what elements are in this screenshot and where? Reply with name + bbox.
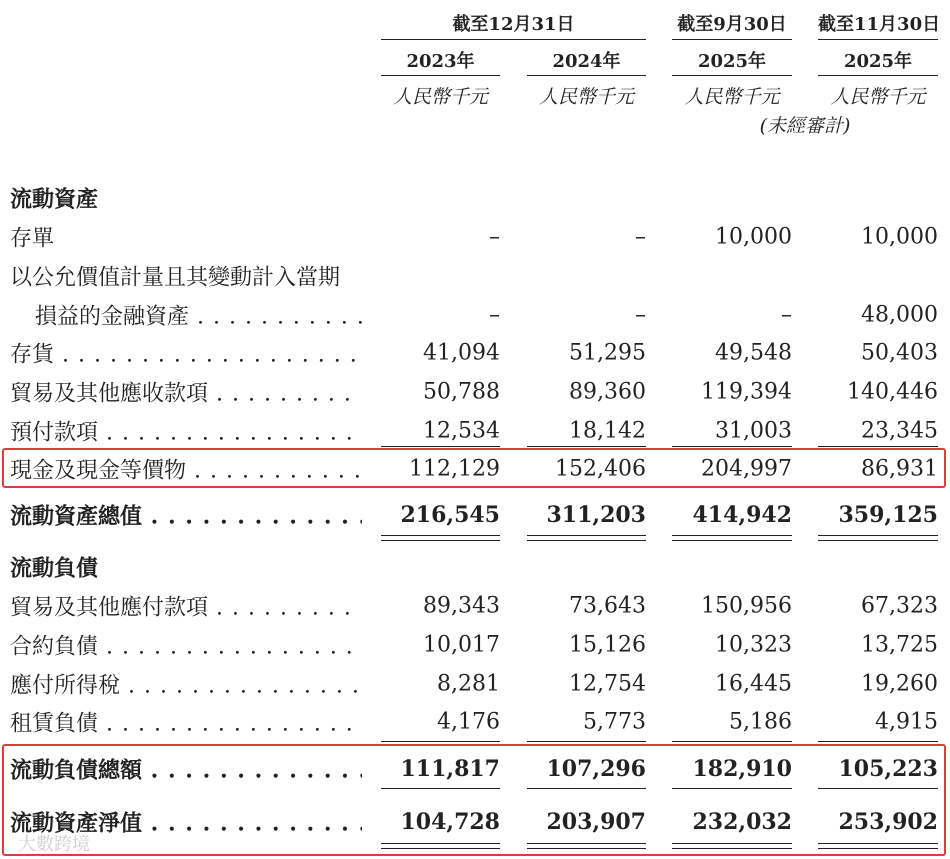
row-fvtpl (0, 296, 950, 334)
watermark: 大數跨境 (18, 834, 90, 855)
row-fvtpl-line1 (0, 257, 950, 295)
header-group-dec31: 截至12月31日 (452, 14, 575, 35)
unit-label-3: 人民幣千元 (684, 86, 780, 108)
row-label: 貿易及其他應收款項 . . . (10, 377, 362, 408)
row-trade-receivables (0, 373, 950, 411)
unit-label-2: 人民幣千元 (538, 86, 634, 108)
row-label: 預付款項 . . . (10, 416, 362, 447)
header-rule-sep30 (672, 39, 792, 40)
cell-sep2025: – (781, 302, 792, 328)
cell-2023: 10,017 (423, 632, 500, 658)
row-deposit (0, 218, 950, 256)
row-trade-payables (0, 587, 950, 625)
year-rule-1 (381, 75, 500, 76)
cell-sep2025: 49,548 (715, 340, 792, 366)
cell-nov2025: 48,000 (861, 302, 938, 328)
row-label: 應付所得稅 . . . (10, 669, 362, 700)
double-rule-2 (527, 535, 646, 541)
cell-nov2025: 19,260 (861, 671, 938, 697)
cell-sep2025: 5,186 (729, 709, 792, 735)
cell-nov2025: 140,446 (847, 379, 938, 405)
subtotal-rule-1 (381, 446, 500, 447)
subtotal-rule-3 (672, 741, 792, 742)
cell-2024: – (635, 302, 646, 328)
section-current-liabilities (0, 548, 950, 586)
row-label: 損益的金融資產 . . . (35, 300, 362, 331)
row-contract-liabilities (0, 626, 950, 664)
row-total-current-assets (0, 496, 950, 534)
cell-2024: – (635, 224, 646, 250)
cell-sep2025: 182,910 (692, 756, 792, 782)
cell-sep2025: 10,000 (715, 224, 792, 250)
row-lease-liabilities (0, 703, 950, 741)
year-header-4: 2025年 (843, 51, 913, 72)
unit-label-1: 人民幣千元 (392, 86, 488, 108)
row-inventory (0, 334, 950, 372)
cell-2023: – (489, 302, 500, 328)
cell-sep2025: 232,032 (692, 809, 792, 835)
cell-2024: 152,406 (555, 456, 646, 482)
unit-label-4: 人民幣千元 (830, 86, 926, 108)
cell-2024: 18,142 (569, 418, 646, 444)
subtotal-rule-2 (527, 741, 646, 742)
highlight-box-cash (2, 448, 946, 488)
subtotal-rule-4 (818, 446, 938, 447)
section-title: 流動資產 (10, 186, 99, 213)
double-rule-1 (381, 535, 500, 541)
cell-nov2025: 50,403 (861, 340, 938, 366)
cell-sep2025: 204,997 (701, 456, 792, 482)
subtotal-rule-1 (381, 741, 500, 742)
cell-2023: 104,728 (400, 809, 500, 835)
subtotal-rule-4 (818, 741, 938, 742)
section-current-assets (0, 179, 950, 217)
header-rule-nov30 (818, 39, 938, 40)
year-rule-4 (818, 75, 938, 76)
row-label: 現金及現金等價物 . . . (10, 454, 362, 485)
cell-nov2025: 359,125 (838, 502, 938, 528)
cell-nov2025: 4,915 (875, 709, 938, 735)
header-group-sep30: 截至9月30日 (677, 14, 787, 35)
year-rule-2 (527, 75, 646, 76)
row-label: 流動資產淨值 . . . (10, 807, 362, 838)
row-prepayments (0, 412, 950, 450)
cell-2023: 50,788 (423, 379, 500, 405)
cell-nov2025: 10,000 (861, 224, 938, 250)
cell-2023: 4,176 (437, 709, 500, 735)
year-header-2: 2024年 (552, 51, 621, 72)
cell-2023: 41,094 (423, 340, 500, 366)
cell-nov2025: 86,931 (861, 456, 938, 482)
row-label: 租賃負債 . . . (10, 707, 362, 738)
cell-sep2025: 150,956 (701, 593, 792, 619)
unaudited-note: (未經審計) (759, 115, 851, 137)
cell-2024: 51,295 (569, 340, 646, 366)
cell-nov2025: 67,323 (861, 593, 938, 619)
cell-2023: 89,343 (423, 593, 500, 619)
row-label: 貿易及其他應付款項 . . . (10, 591, 362, 622)
cell-2023: 111,817 (400, 756, 500, 782)
row-income-tax (0, 665, 950, 703)
cell-2023: 12,534 (423, 418, 500, 444)
year-header-1: 2023年 (406, 51, 475, 72)
double-rule-4 (818, 535, 938, 541)
row-label: 流動負債總額 . . . (10, 754, 362, 785)
cell-sep2025: 10,323 (715, 632, 792, 658)
row-label: 流動資產總值 . . . (10, 500, 362, 531)
row-label: 存單 (10, 226, 55, 252)
row-label: 合約負債 . . . (10, 630, 362, 661)
header-rule-dec31 (381, 39, 646, 40)
double-rule-3 (672, 535, 792, 541)
cell-2023: 8,281 (437, 671, 500, 697)
cell-2024: 15,126 (569, 632, 646, 658)
year-header-3: 2025年 (697, 51, 767, 72)
cell-nov2025: 23,345 (861, 418, 938, 444)
cell-sep2025: 16,445 (715, 671, 792, 697)
subtotal-rule-3 (672, 446, 792, 447)
cell-2024: 12,754 (569, 671, 646, 697)
cell-2024: 107,296 (546, 756, 646, 782)
row-label: 存貨 . . . (10, 338, 362, 369)
subtotal-rule-2 (527, 446, 646, 447)
cell-nov2025: 253,902 (838, 809, 938, 835)
cell-2024: 5,773 (583, 709, 646, 735)
row-label: 以公允價值計量且其變動計入當期 (10, 265, 341, 291)
year-rule-3 (672, 75, 792, 76)
cell-2024: 73,643 (569, 593, 646, 619)
cell-2024: 311,203 (546, 502, 646, 528)
cell-2024: 89,360 (569, 379, 646, 405)
cell-2023: 216,545 (400, 502, 500, 528)
cell-nov2025: 13,725 (861, 632, 938, 658)
cell-2023: – (489, 224, 500, 250)
highlight-box-totals (2, 744, 946, 856)
section-title: 流動負債 (10, 555, 99, 582)
cell-nov2025: 105,223 (838, 756, 938, 782)
cell-sep2025: 414,942 (692, 502, 792, 528)
header-group-nov30: 截至11月30日 (818, 14, 941, 35)
cell-sep2025: 119,394 (701, 379, 792, 405)
cell-sep2025: 31,003 (715, 418, 792, 444)
cell-2024: 203,907 (546, 809, 646, 835)
cell-2023: 112,129 (409, 456, 500, 482)
